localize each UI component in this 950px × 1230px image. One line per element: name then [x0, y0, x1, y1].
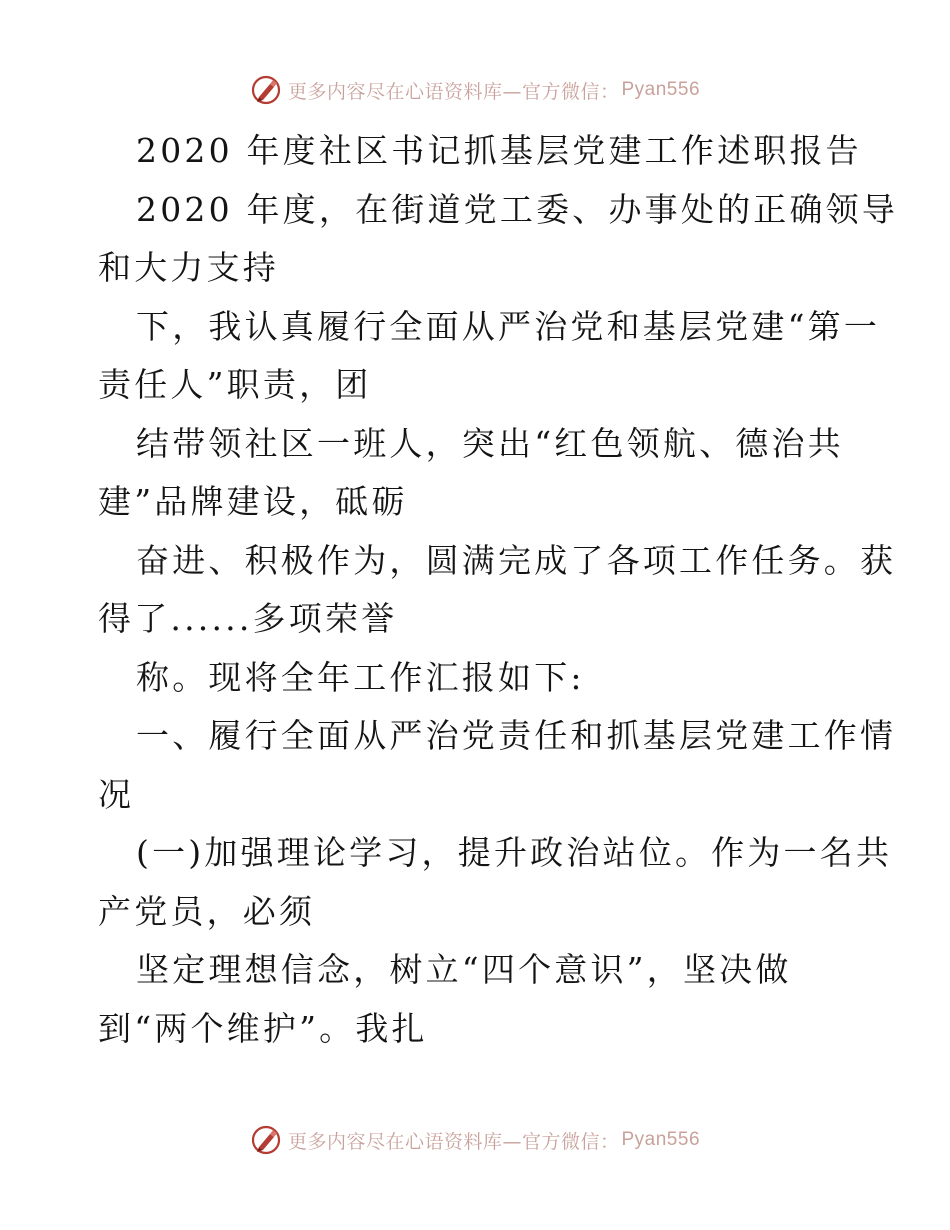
watermark-text: 更多内容尽在心语资料库—官方微信：	[287, 1130, 620, 1153]
text-line: 得了......多项荣誉	[98, 599, 398, 638]
text-line: 称。现将全年工作汇报如下:	[136, 657, 585, 697]
pen-logo-icon	[250, 1124, 282, 1156]
watermark-footer	[0, 1120, 950, 1160]
text-line: 产党员，必须	[98, 891, 316, 931]
section-heading: 一、履行全面从严治党责任和抓基层党建工作情	[136, 716, 897, 755]
pen-logo-icon	[250, 74, 282, 106]
text-line: 建”品牌建设，砥砺	[98, 482, 408, 521]
document-body	[98, 122, 899, 1058]
text-line: 到“两个维护”。我扎	[98, 1008, 428, 1048]
text-line: 奋进、积极作为，圆满完成了各项工作任务。获	[136, 540, 897, 580]
text-line: 2020 年度，在街道党工委、办事处的正确领导	[136, 189, 899, 229]
text-line: 和大力支持	[98, 248, 279, 287]
watermark-header	[0, 70, 950, 110]
watermark-wechat-id: Pyan556	[621, 79, 701, 100]
section-heading-continued: 况	[98, 774, 135, 814]
document-title: 2020 年度社区书记抓基层党建工作述职报告	[136, 131, 862, 170]
subsection-heading: (一)加强理论学习，提升政治站位。作为一名共	[136, 833, 893, 872]
text-line: 结带领社区一班人，突出“红色领航、德治共	[136, 423, 844, 463]
text-line: 坚定理想信念，树立“四个意识”，坚决做	[136, 950, 792, 989]
text-line: 下，我认真履行全面从严治党和基层党建“第一	[136, 306, 881, 346]
watermark-text: 更多内容尽在心语资料库—官方微信：	[287, 80, 620, 103]
text-line: 责任人”职责，团	[98, 365, 372, 404]
watermark-wechat-id: Pyan556	[621, 1129, 701, 1150]
